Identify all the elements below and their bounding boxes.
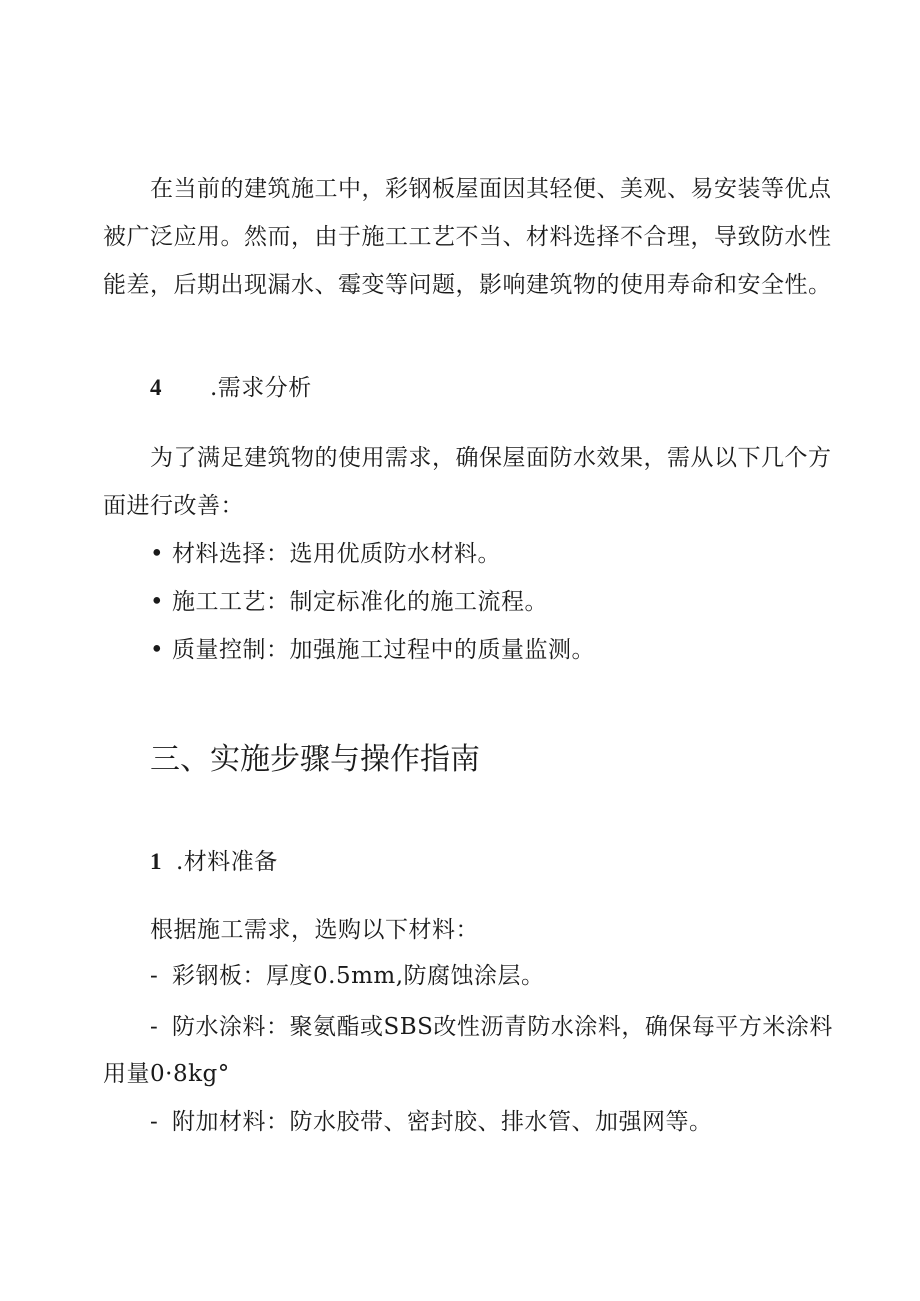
dash-text: 彩钢板：厚度0.5mm,防腐蚀涂层。	[172, 963, 545, 989]
list-item	[150, 1011, 833, 1043]
bullet-text: 施工工艺：制定标准化的施工流程。	[172, 589, 548, 615]
chapter-3-title: 三、实施步骤与操作指南	[150, 742, 480, 777]
list-item	[150, 538, 501, 570]
list-item	[150, 586, 548, 618]
dash-icon: -	[150, 963, 159, 989]
subsection-1-heading	[150, 846, 278, 878]
subsection-1-title: .材料准备	[176, 849, 278, 875]
dash-text: 附加材料：防水胶带、密封胶、排水管、加强网等。	[172, 1109, 713, 1135]
intro-line-3: 能差，后期出现漏水、霉变等问题，影响建筑物的使用寿命和安全性。	[103, 272, 832, 298]
section-4-number: 4	[150, 375, 162, 400]
section-4-heading	[150, 372, 312, 404]
bullet-text: 质量控制：加强施工过程中的质量监测。	[172, 637, 595, 663]
bullet-icon: •	[150, 541, 165, 567]
section-4-para-line-2: 面进行改善：	[103, 493, 244, 519]
list-item	[150, 960, 545, 992]
intro-line-2: 被广泛应用。然而，由于施工工艺不当、材料选择不合理，导致防水性	[103, 224, 832, 250]
dash-text: 防水涂料：聚氨酯或SBS改性沥青防水涂料，确保每平方米涂料	[172, 1014, 833, 1040]
list-item	[150, 1106, 713, 1138]
intro-line-1: 在当前的建筑施工中，彩钢板屋面因其轻便、美观、易安装等优点	[150, 176, 832, 202]
section-4-para-line-1: 为了满足建筑物的使用需求，确保屋面防水效果，需从以下几个方	[150, 445, 832, 471]
section-4-title: .需求分析	[210, 375, 312, 401]
bullet-text: 材料选择：选用优质防水材料。	[172, 541, 501, 567]
bullet-icon: •	[150, 637, 165, 663]
bullet-icon: •	[150, 589, 165, 615]
list-item-continuation: 用量0·8kg°	[103, 1061, 230, 1087]
list-item	[150, 634, 595, 666]
dash-icon: -	[150, 1014, 159, 1040]
subsection-1-intro: 根据施工需求，选购以下材料：	[150, 917, 479, 943]
subsection-1-number: 1	[150, 849, 162, 874]
dash-icon: -	[150, 1109, 159, 1135]
